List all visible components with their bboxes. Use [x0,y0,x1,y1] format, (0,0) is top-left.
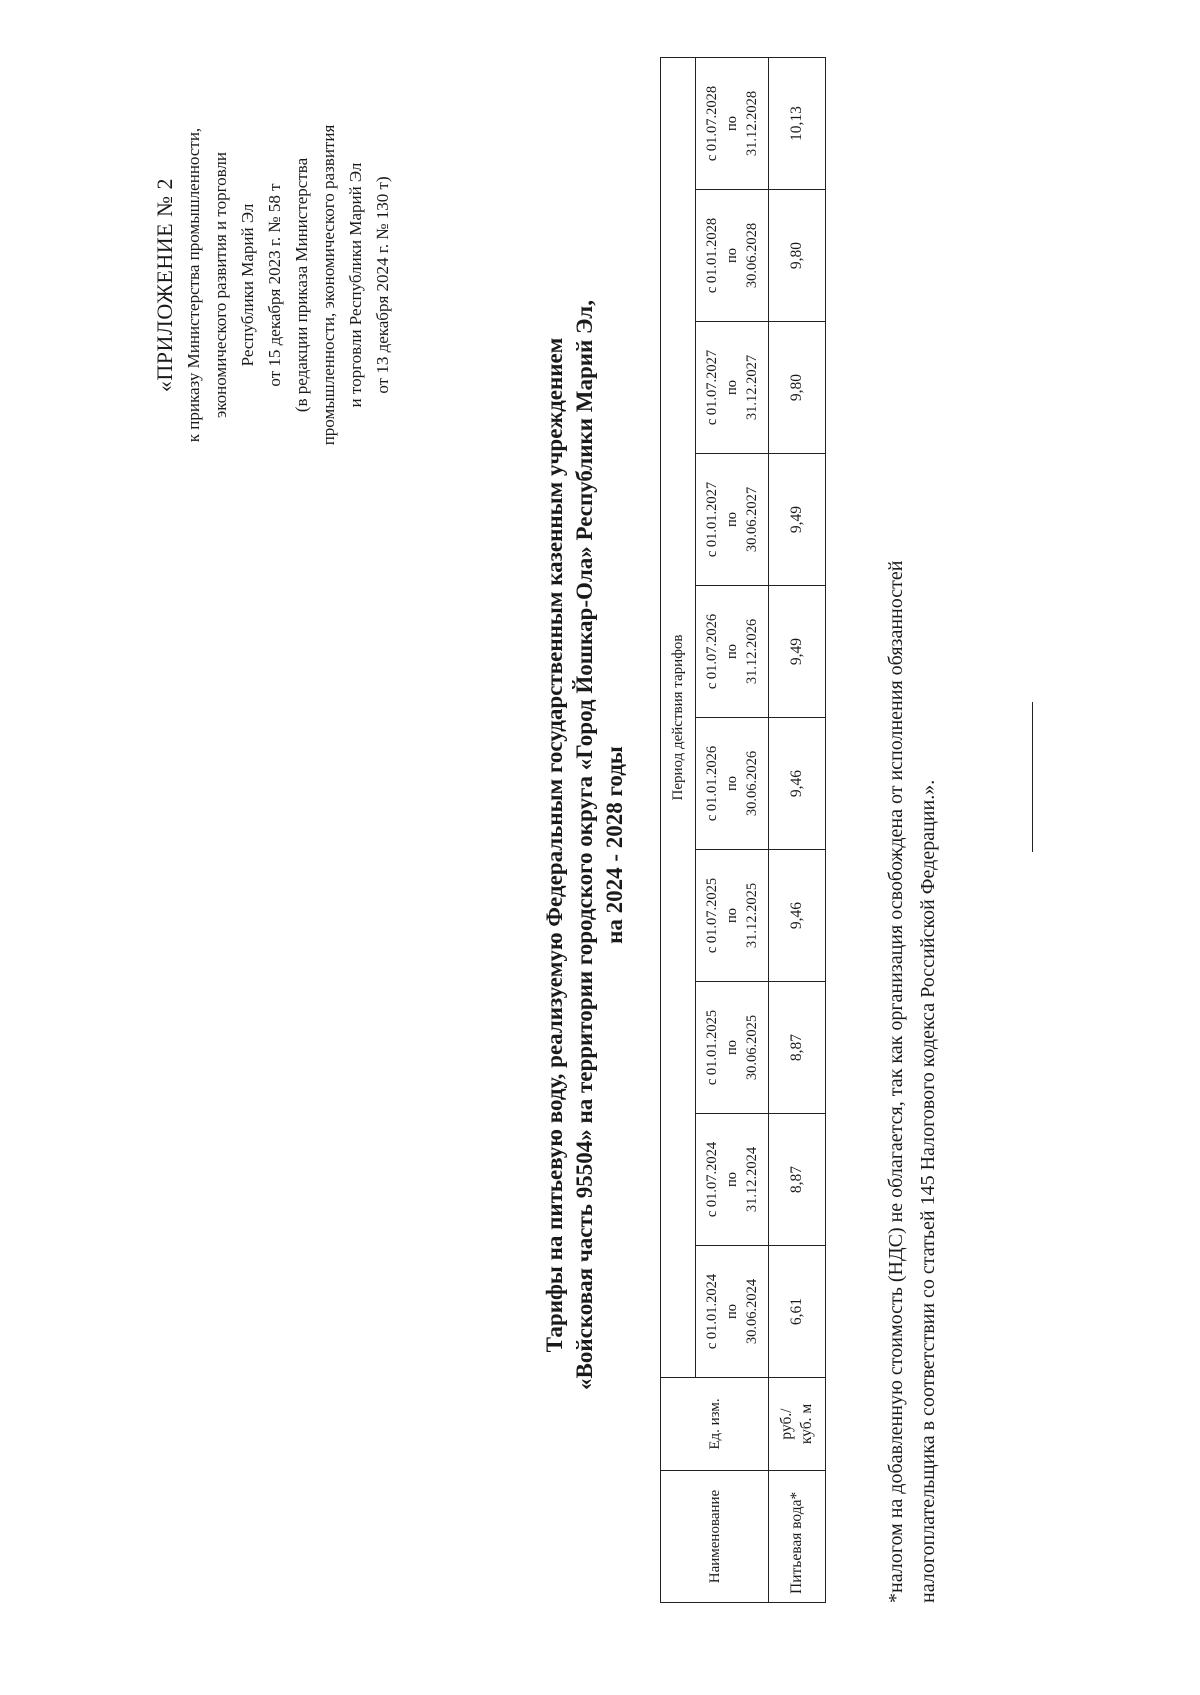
appendix-line: от 15 декабря 2023 г. № 58 т [265,183,284,387]
period-from: с 01.01.2027 [704,481,720,558]
appendix-line: и торговли Республики Марий Эл [346,162,365,408]
document-title [540,115,630,1575]
tariff-table [660,57,826,1603]
period-word: по [724,644,740,660]
header-name: Наименование [661,1471,769,1603]
appendix-line: (в редакции приказа Министерства [292,157,311,413]
tariff-value-cell: 9,46 [769,850,826,982]
footnote-line: *налогом на добавленную стоимость (НДС) не облагается, так как организация освобождена от исполнения обязанностей [885,560,907,1603]
period-header-cell [696,190,769,322]
period-header-cell [696,586,769,718]
unit-line: куб. м [798,1403,815,1445]
table-row [769,57,826,1602]
period-to: 31.12.2028 [744,90,760,157]
period-word: по [724,512,740,528]
footnote [880,53,944,1603]
period-word: по [724,380,740,396]
period-header-cell [696,454,769,586]
period-to: 30.06.2026 [744,750,760,817]
period-to: 31.12.2024 [744,1146,760,1213]
period-word: по [724,776,740,792]
period-to: 30.06.2027 [744,486,760,553]
title-line: на 2024 - 2028 годы [602,746,627,944]
appendix-line: к приказу Министерства промышленности, [184,127,203,443]
period-from: с 01.01.2028 [704,217,720,294]
tariff-value-cell: 6,61 [769,1246,826,1378]
period-word: по [724,1304,740,1320]
tariff-value-cell: 9,80 [769,322,826,454]
period-from: с 01.01.2026 [704,745,720,822]
tariff-value-cell: 9,49 [769,454,826,586]
period-word: по [724,1172,740,1188]
appendix-line: от 13 декабря 2024 г. № 130 т) [373,176,392,394]
period-to: 31.12.2027 [744,354,760,421]
period-header-cell [696,982,769,1114]
period-header-cell [696,57,769,189]
period-to: 31.12.2025 [744,882,760,949]
header-period: Период действия тарифов [661,57,696,1377]
closing-divider [1032,702,1033,852]
tariff-value-cell: 9,80 [769,190,826,322]
period-to: 31.12.2026 [744,618,760,685]
period-word: по [724,248,740,264]
period-header-cell [696,718,769,850]
tariff-value-cell: 9,49 [769,586,826,718]
period-from: с 01.07.2024 [704,1141,720,1218]
row-unit [769,1378,826,1471]
period-header-cell [696,1246,769,1378]
tariff-value-cell: 10,13 [769,57,826,189]
period-from: с 01.01.2025 [704,1009,720,1086]
period-word: по [724,1040,740,1056]
tariff-value-cell: 8,87 [769,982,826,1114]
period-header-cell [696,1114,769,1246]
row-name: Питьевая вода* [769,1471,826,1603]
header-unit: Ед. изм. [661,1378,769,1471]
unit-line: руб./ [778,1408,795,1440]
period-from: с 01.07.2028 [704,85,720,162]
period-to: 30.06.2028 [744,222,760,289]
appendix-line: Республики Марий Эл [238,203,257,367]
period-to: 30.06.2025 [744,1014,760,1081]
period-from: с 01.07.2026 [704,613,720,690]
appendix-line: промышленности, экономического развития [319,124,338,446]
table-header-row [661,57,696,1602]
period-from: с 01.01.2024 [704,1273,720,1350]
period-header-cell [696,850,769,982]
footnote-line: налогоплательщика в соответствии со статьей 145 Налогового кодекса Российской Федерации.». [917,779,939,1603]
period-from: с 01.07.2027 [704,349,720,426]
appendix-header [150,35,396,535]
period-header-row [696,57,769,1602]
appendix-line: экономического развития и торговли [211,151,230,419]
tariff-value-cell: 9,46 [769,718,826,850]
period-word: по [724,115,740,131]
period-word: по [724,908,740,924]
title-line: «Войсковая часть 95504» на территории городского округа «Город Йошкар-Ола» Республики Марий Эл, [572,300,597,1390]
period-to: 30.06.2024 [744,1278,760,1345]
period-header-cell [696,322,769,454]
period-from: с 01.07.2025 [704,877,720,954]
title-line: Тарифы на питьевую воду, реализуемую Федеральным государственным казенным учреждением [542,337,567,1353]
appendix-title: «ПРИЛОЖЕНИЕ № 2 [152,177,177,393]
tariff-value-cell: 8,87 [769,1114,826,1246]
